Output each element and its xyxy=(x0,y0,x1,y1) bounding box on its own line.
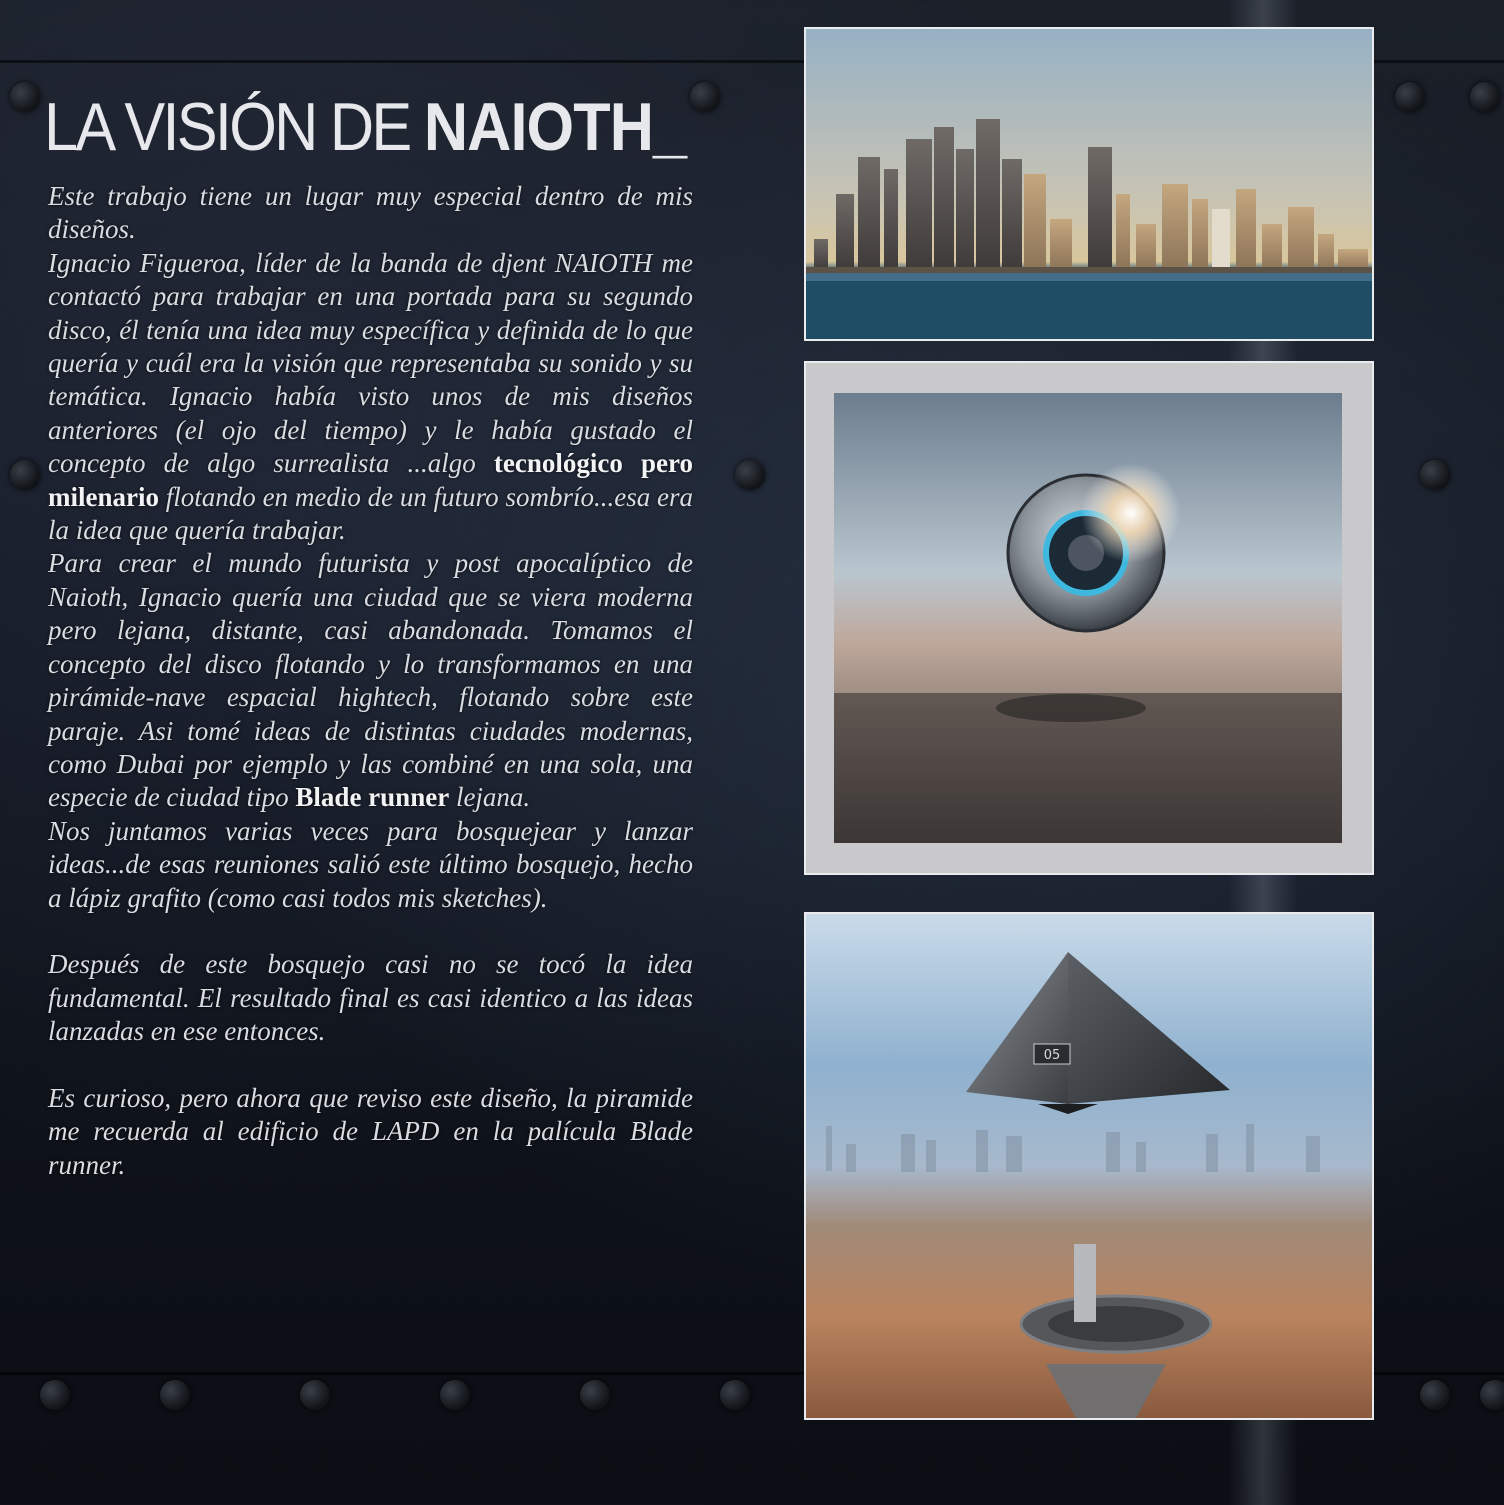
pyramid-ship-image xyxy=(804,912,1374,1420)
pyramid-right-face xyxy=(1068,952,1230,1104)
rivet xyxy=(690,82,720,112)
ground-platform xyxy=(1046,1364,1166,1418)
highlight-blade-runner: Blade runner xyxy=(295,782,450,813)
sea-water xyxy=(806,273,1372,339)
paragraph-gap xyxy=(48,915,693,948)
title-bold: NAIOTH_ xyxy=(423,89,687,165)
city-skyline-illustration xyxy=(806,29,1372,339)
page-title xyxy=(44,82,686,172)
floating-orb-image xyxy=(804,361,1374,875)
paragraph-commission-text-2: flotando en medio de un futuro sombrío...esa era la idea que quería trabajar. xyxy=(48,481,693,546)
article-body xyxy=(48,180,693,1182)
paragraph-commission-text-1: Ignacio Figueroa, líder de la banda de djent NAIOTH me contactó para trabajar en una portada para su segundo disco, él tenía una idea muy específica y definida de lo que quería y cuál era la visión que representaba su sonido y su temática. Ignacio había visto unos de mis diseños anteriores (el ojo del tiempo) y le había gustado el concepto de algo surrealista ...algo xyxy=(48,247,693,479)
paragraph-curious: Es curioso, pero ahora que reviso este diseño, la piramide me recuerda al edificio de LAPD en la palícula Blade runner. xyxy=(48,1082,693,1180)
rivet xyxy=(40,1380,70,1410)
mechanical-arm xyxy=(1074,1244,1096,1322)
paragraph-commission xyxy=(48,247,693,548)
pyramid-left-face xyxy=(966,952,1068,1104)
orb-shadow xyxy=(996,694,1146,722)
rivet xyxy=(10,82,40,112)
paragraph-world-text-1: Para crear el mundo futurista y post apocalíptico de Naioth, Ignacio quería una ciudad que se viera moderna pero lejana, distante, casi abandonada. Tomamos el concepto del disco flotando y lo transformamos en una pirámide-nave espacial hightech, flotando sobre este paraje. Asi tomé ideas de distintas ciudades modernas, como Dubai por ejemplo y las combiné en una sola, una especie de ciudad tipo xyxy=(48,548,693,813)
skyline-buildings xyxy=(806,119,1372,273)
rivet xyxy=(580,1380,610,1410)
rivet xyxy=(735,460,765,490)
paragraph-world xyxy=(48,547,693,814)
rivet xyxy=(1420,1380,1450,1410)
rivet xyxy=(1480,1380,1504,1410)
rivet xyxy=(1395,82,1425,112)
pyramid-marking: 05 xyxy=(1043,1048,1061,1063)
orb-glow xyxy=(1081,463,1181,563)
paragraph-sketch: Nos juntamos varias veces para bosquejear y lanzar ideas...de esas reuniones salió este último bosquejo, hecho a lápiz grafito (como casi todos mis sketches). xyxy=(48,815,693,913)
rivet xyxy=(1470,82,1500,112)
city-skyline-image xyxy=(804,27,1374,341)
highlight-tech-millenary: tecnológico pero milenario xyxy=(48,448,693,512)
rivet xyxy=(10,460,40,490)
paragraph-gap xyxy=(48,1049,693,1082)
paragraph-world-text-2: lejana. xyxy=(449,782,531,813)
paragraph-intro: Este trabajo tiene un lugar muy especial dentro de mis diseños. xyxy=(48,181,693,245)
distant-skyline xyxy=(826,1124,1320,1172)
rivet xyxy=(1420,460,1450,490)
rivet xyxy=(440,1380,470,1410)
pyramid-ship-illustration xyxy=(806,914,1372,1418)
rivet xyxy=(720,1380,750,1410)
paragraph-result: Después de este bosquejo casi no se tocó la idea fundamental. El resultado final es casi identico a las ideas lanzadas en ese entonces. xyxy=(48,949,693,1047)
floating-orb-illustration xyxy=(806,363,1372,873)
title-light: LA VISIÓN DE xyxy=(44,89,424,165)
rivet xyxy=(160,1380,190,1410)
rivet xyxy=(300,1380,330,1410)
